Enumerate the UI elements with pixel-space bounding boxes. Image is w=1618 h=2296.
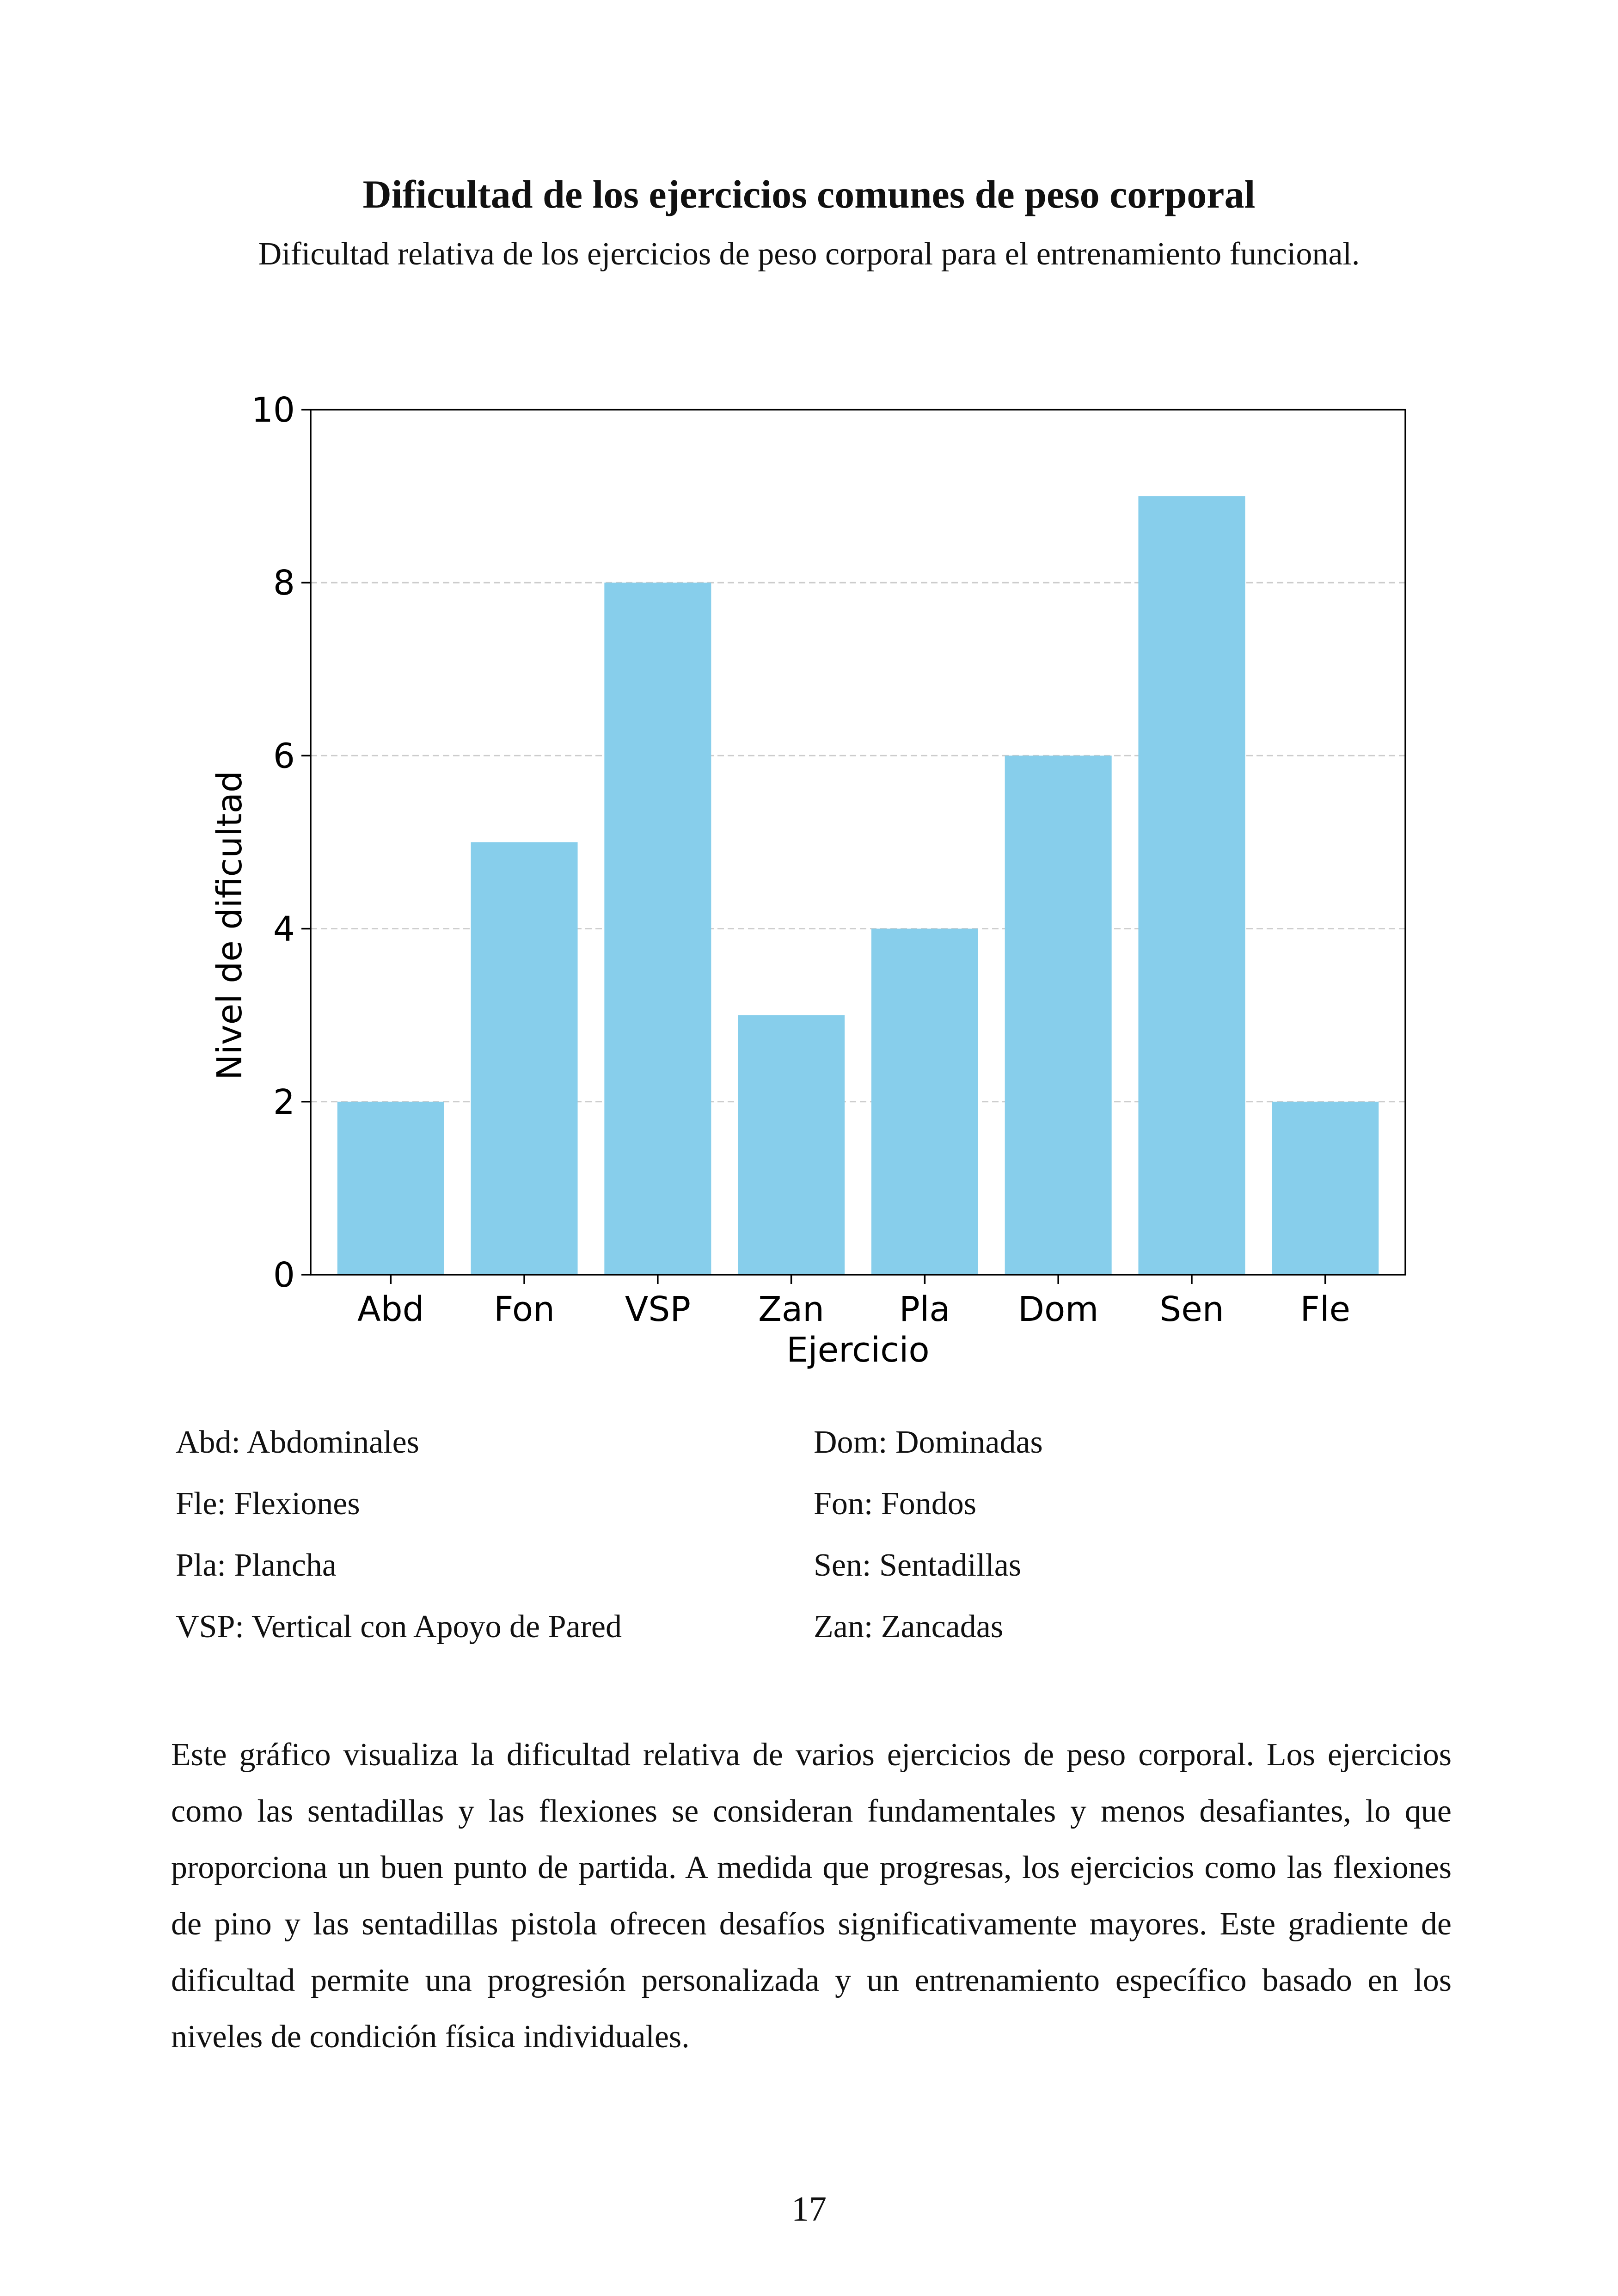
bar	[1272, 1102, 1379, 1275]
bar	[1005, 755, 1112, 1275]
y-tick-label: 4	[273, 909, 295, 949]
page-title: Dificultad de los ejercicios comunes de peso corporal	[362, 172, 1256, 216]
x-tick-label: Fon	[493, 1289, 555, 1329]
x-axis-label: Ejercicio	[786, 1330, 930, 1370]
x-tick-label: Abd	[357, 1289, 424, 1329]
legend-item: Fon: Fondos	[814, 1486, 977, 1522]
legend-item: Fle: Flexiones	[176, 1486, 360, 1522]
x-tick-label: Fle	[1300, 1289, 1351, 1329]
x-tick-label: VSP	[625, 1289, 691, 1329]
x-tick-label: Sen	[1159, 1289, 1224, 1329]
legend-item: Zan: Zancadas	[814, 1609, 1004, 1645]
y-tick-label: 2	[273, 1082, 295, 1122]
legend-column-left	[176, 1424, 622, 1670]
legend-item: Sen: Sentadillas	[814, 1547, 1022, 1583]
y-tick-label: 0	[273, 1255, 295, 1295]
legend-item: Dom: Dominadas	[814, 1424, 1043, 1460]
bar	[604, 583, 711, 1275]
x-tick-label: Dom	[1017, 1289, 1099, 1329]
legend-item: Abd: Abdominales	[176, 1424, 419, 1460]
legend-item: Pla: Plancha	[176, 1547, 337, 1583]
y-axis-label: Nivel de dificultad	[210, 771, 250, 1080]
bar	[337, 1102, 444, 1275]
body-paragraph: Este gráfico visualiza la dificultad relativa de varios ejercicios de peso corporal. Los ejercicios como las sentadillas y las flexiones se consideran fundamentales y menos desafiantes, lo que proporciona un buen punto de partida. A medida que progresas, los ejercicios como las flexiones de pino y las sentadillas pistola ofrecen desafíos significativamente mayores. Este gradiente de dificultad permite una progresión personalizada y un entrenamiento específico basado en los niveles de condición física individuales.	[171, 1737, 1452, 2055]
y-tick-label: 8	[273, 563, 295, 603]
y-tick-label: 6	[273, 736, 295, 776]
bar	[871, 929, 978, 1275]
x-tick-label: Pla	[899, 1289, 950, 1329]
legend-item: VSP: Vertical con Apoyo de Pared	[176, 1609, 622, 1645]
bar	[1138, 496, 1245, 1275]
y-tick-label: 10	[251, 390, 295, 430]
bar	[471, 842, 578, 1275]
page-number: 17	[791, 2190, 827, 2228]
x-tick-label: Zan	[758, 1289, 825, 1329]
page-subtitle: Dificultad relativa de los ejercicios de peso corporal para el entrenamiento funcional.	[258, 236, 1360, 272]
bar	[738, 1015, 845, 1275]
legend-column-right	[814, 1424, 1043, 1670]
